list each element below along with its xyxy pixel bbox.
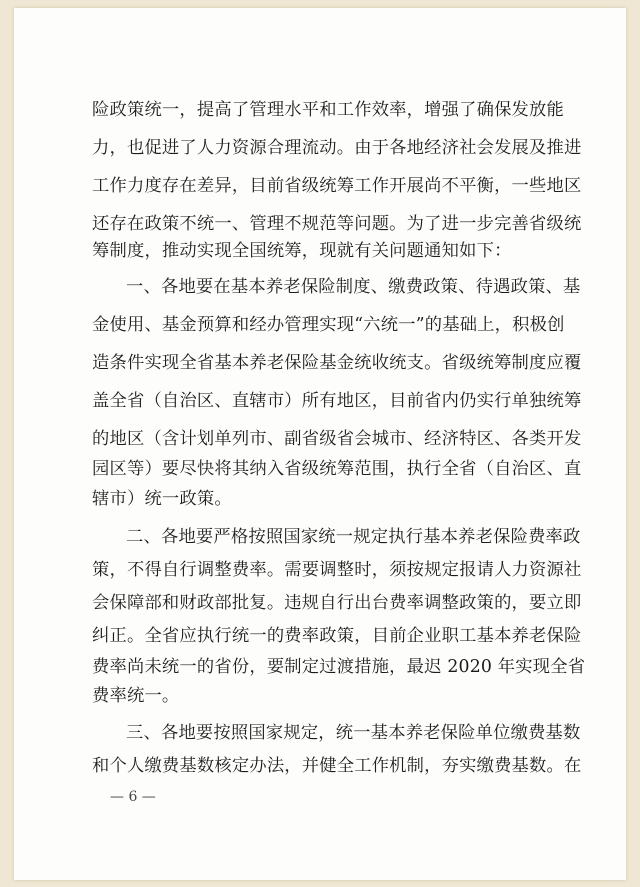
text-line: 金使用、基金预算和经办管理实现“六统一”的基础上，积极创 [92,315,565,335]
text-line: 险政策统一，提高了管理水平和工作效率，增强了确保发放能 [92,100,564,120]
text-line: 辖市）统一政策。 [92,489,232,509]
page-number: — 6 — [110,789,156,805]
text-line: 盖全省（自治区、直辖市）所有地区，目前省内仍实行单独统筹 [92,391,582,411]
text-line: 纠正。全省应执行统一的费率政策，目前企业职工基本养老保险 [92,626,582,646]
text-line: 园区等）要尽快将其纳入省级统筹范围，执行全省（自治区、直 [92,459,582,479]
text-line: 筹制度，推动实现全国统筹，现就有关问题通知如下： [92,241,512,261]
text-line: 还存在政策不统一、管理不规范等问题。为了进一步完善省级统 [92,214,582,234]
paragraph-one-start: 一、各地要在基本养老保险制度、缴费政策、待遇政策、基 [126,277,581,297]
text-line: 的地区（含计划单列市、副省级省会城市、经济特区、各类开发 [92,429,582,449]
paragraph-three-start: 三、各地要按照国家规定，统一基本养老保险单位缴费基数 [126,723,581,743]
document-page [14,8,626,880]
text-line: 费率统一。 [92,686,180,706]
text-line: 会保障部和财政部批复。违规自行出台费率调整政策的，要立即 [92,593,582,613]
text-line: 费率尚未统一的省份，要制定过渡措施，最迟 2020 年实现全省 [92,657,586,677]
paragraph-two-start: 二、各地要严格按照国家统一规定执行基本养老保险费率政 [126,527,581,547]
text-line: 策，不得自行调整费率。需要调整时，须按规定报请人力资源社 [92,560,582,580]
text-line: 和个人缴费基数核定办法，并健全工作机制，夯实缴费基数。在 [92,756,582,776]
text-line: 造条件实现全省基本养老保险基金统收统支。省级统筹制度应覆 [92,353,582,373]
text-line: 力，也促进了人力资源合理流动。由于各地经济社会发展及推进 [92,138,582,158]
text-line: 工作力度存在差异，目前省级统筹工作开展尚不平衡，一些地区 [92,176,582,196]
